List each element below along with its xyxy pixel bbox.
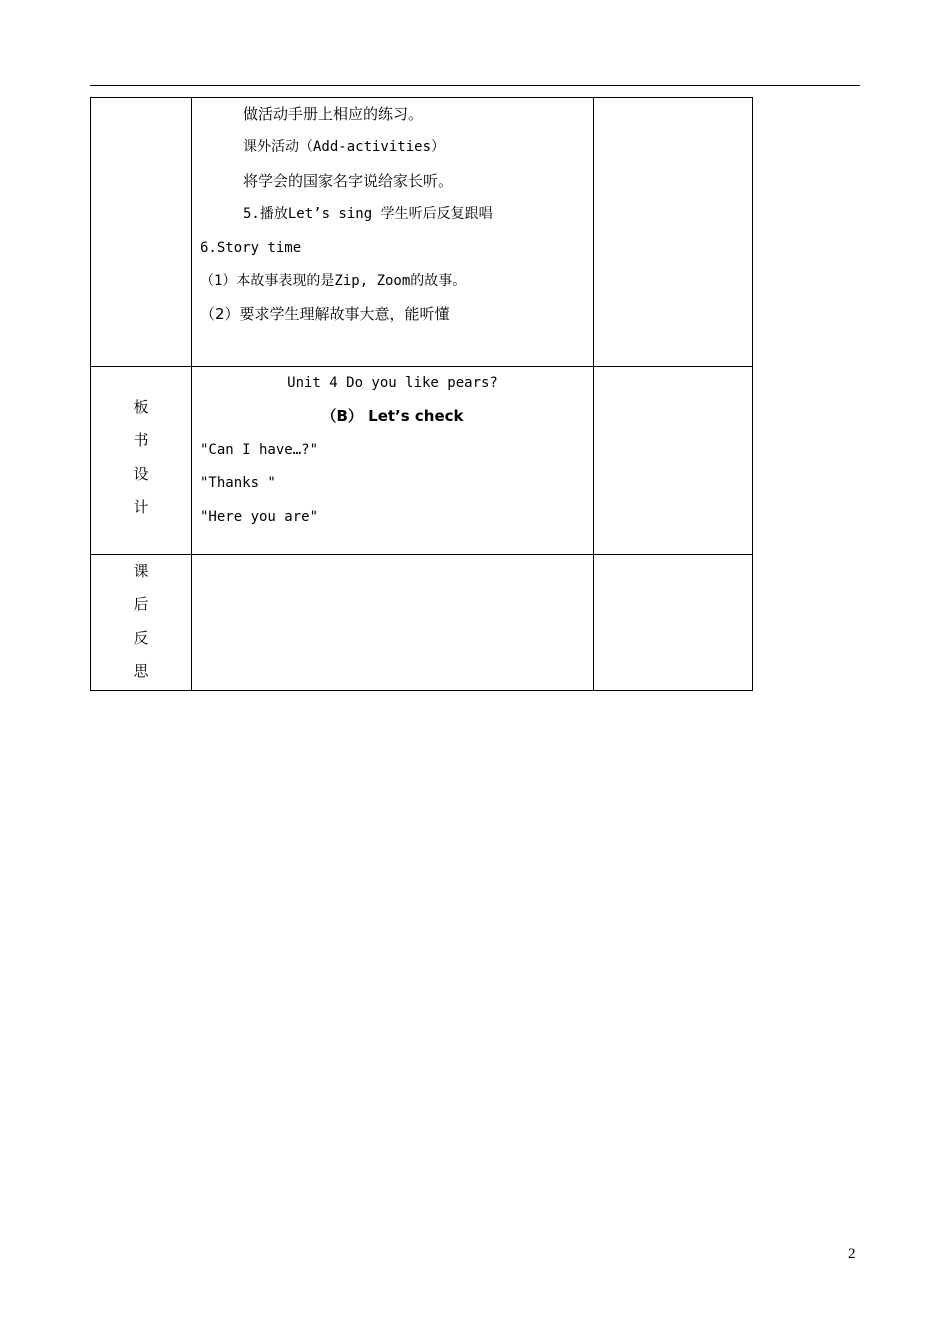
label-char: 思	[133, 662, 149, 681]
board-phrase: "Here you are"	[200, 508, 319, 525]
reflection-label	[91, 555, 191, 689]
activity-line: （2）要求学生理解故事大意，能听懂	[200, 305, 450, 324]
board-phrase: "Can I have…?"	[200, 441, 319, 458]
activity-line: 将学会的国家名字说给家长听。	[243, 171, 454, 190]
label-char: 课	[133, 562, 149, 580]
label-char: 板	[133, 398, 149, 416]
board-subtitle: （B） Let’s check	[321, 407, 464, 426]
activity-line: 6.Story time	[200, 239, 302, 256]
activity-line: 做活动手册上相应的练习。	[243, 105, 424, 123]
table-row-reflection	[91, 555, 753, 691]
label-char: 反	[133, 628, 149, 647]
board-phrase: "Thanks "	[200, 475, 276, 492]
table-row-activities	[91, 98, 753, 367]
reflection-content-cell	[192, 555, 594, 691]
header-rule	[90, 85, 860, 86]
lesson-plan-table	[90, 97, 753, 691]
row-label-cell	[91, 98, 192, 367]
notes-cell	[594, 367, 753, 555]
label-char: 书	[133, 431, 149, 450]
board-title: Unit 4 Do you like pears?	[287, 375, 498, 391]
board-design-content-cell	[192, 367, 594, 555]
notes-cell	[594, 98, 753, 367]
label-char: 后	[133, 595, 149, 614]
label-char: 计	[133, 498, 149, 517]
board-design-label-cell	[91, 367, 192, 555]
table-row-board-design	[91, 367, 753, 555]
activity-line: （1）本故事表现的是Zip, Zoom的故事。	[200, 273, 467, 290]
activity-line: 5.播放Let’s sing 学生听后反复跟唱	[243, 206, 493, 223]
reflection-label-cell	[91, 555, 192, 691]
activities-content-cell	[192, 98, 594, 367]
board-design-label	[91, 367, 191, 525]
activity-line: 课外活动（Add-activities）	[243, 139, 446, 156]
notes-cell	[594, 555, 753, 691]
page-number: 2	[848, 1246, 856, 1262]
label-char: 设	[133, 464, 149, 483]
